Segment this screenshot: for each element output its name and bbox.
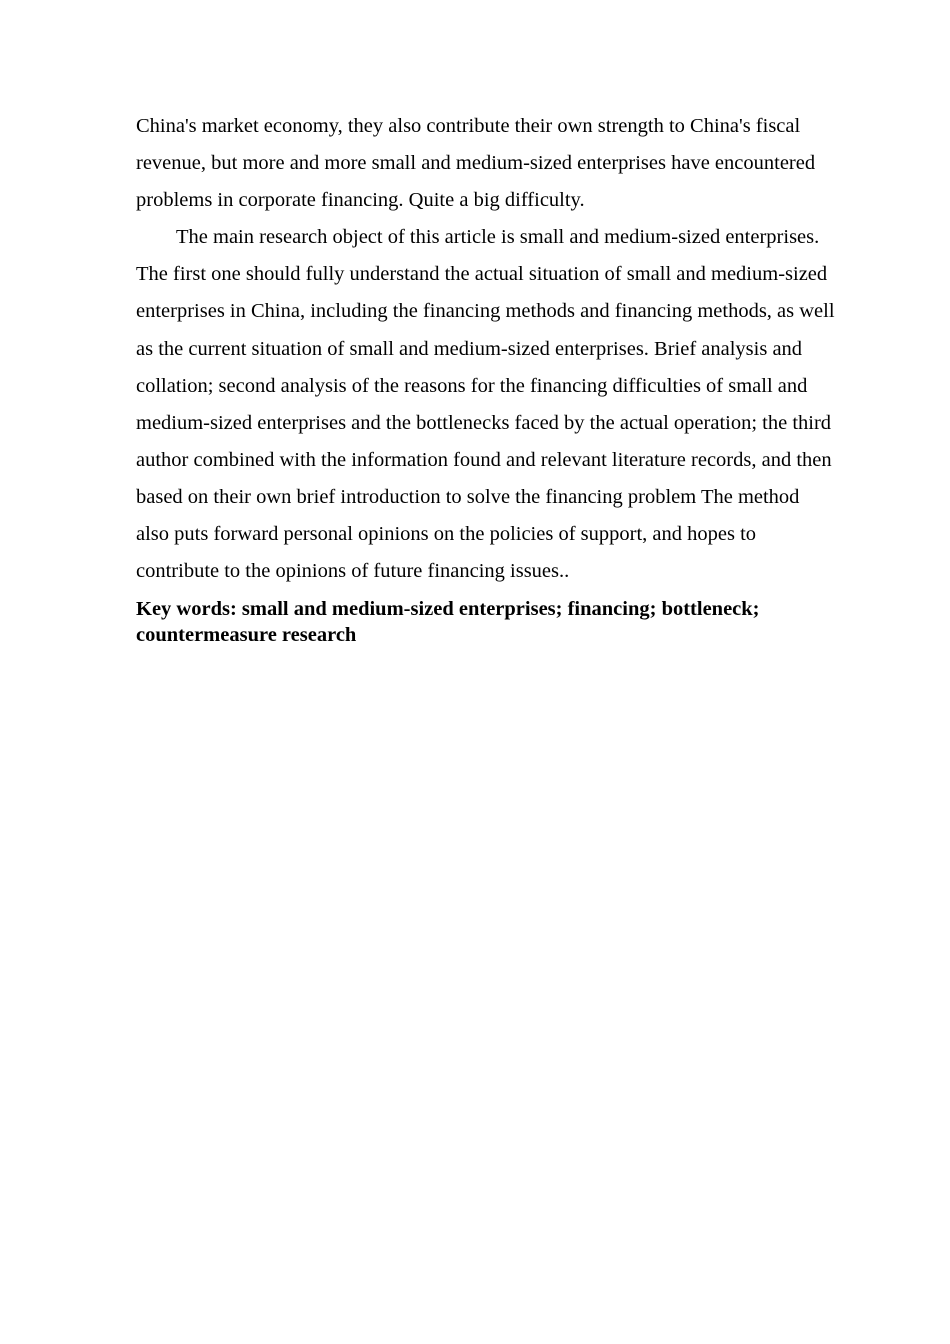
keywords-line: Key words: small and medium-sized enterprises; financing; bottleneck; countermeasure research <box>136 598 760 647</box>
paragraph-continuation: China's market economy, they also contribute their own strength to China's fiscal revenue, but more and more small and medium-sized enterprises have encountered problems in corporate financing. Quite a big difficulty. <box>136 115 816 212</box>
paragraph-research-object: The main research object of this article is small and medium-sized enterprises. The first one should fully understand the actual situation of small and medium-sized enterprises in China, including the financing methods and financing methods, as well as the current situation of small and medium-sized enterprises. Brief analysis and collation; second analysis of the reasons for the financing difficulties of small and medium-sized enterprises and the bottlenecks faced by the actual operation; the third author combined with the information found and relevant literature records, and then based on their own brief introduction to solve the financing problem The method also puts forward personal opinions on the policies of support, and hopes to contribute to the opinions of future financing issues.. <box>136 226 835 583</box>
document-body <box>136 108 836 648</box>
